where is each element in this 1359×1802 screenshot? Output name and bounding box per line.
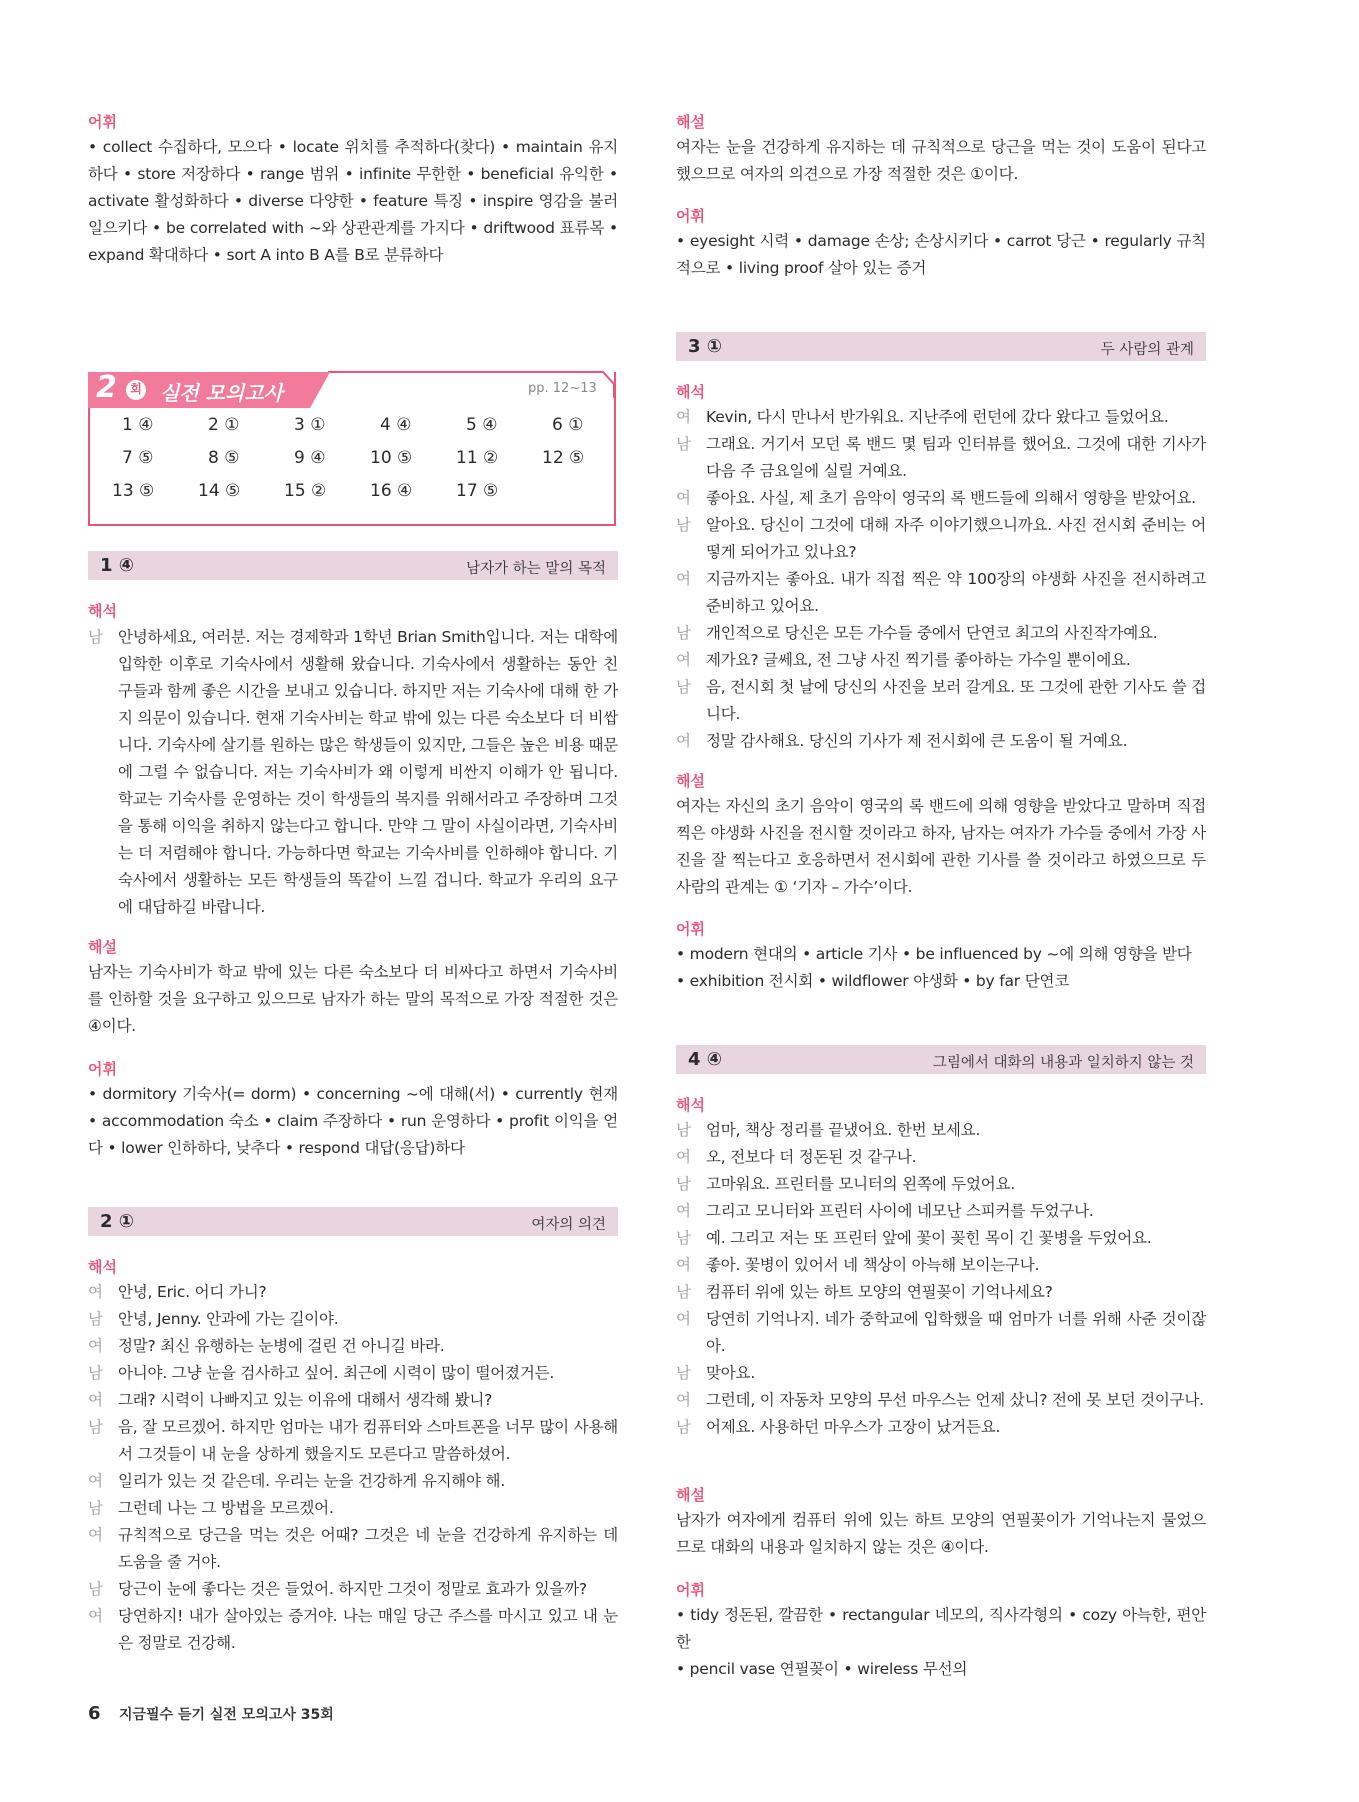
dialogue-line	[88, 1387, 618, 1414]
vocab-text: • eyesight 시력 • damage 손상; 손상시키다 • carrot 당근 • regularly 규칙적으로 • living proof 살아 있는 증거	[676, 232, 1206, 277]
answer-item: 17 ⑤	[456, 481, 499, 501]
line-text: 정말 감사해요. 당신의 기사가 제 전시회에 큰 도움이 될 거예요.	[706, 732, 1128, 750]
dialogue-line	[676, 512, 1206, 566]
dialogue-line	[676, 1279, 1206, 1306]
line-text: 음, 잘 모르겠어. 하지만 엄마는 내가 컴퓨터와 스마트폰을 너무 많이 사용해서 그것들이 내 눈을 상하게 했을지도 모른다고 말씀하셨어.	[118, 1418, 618, 1463]
dialogue-line	[88, 1333, 618, 1360]
explanation-text: 남자가 여자에게 컴퓨터 위에 있는 하트 모양의 연필꽂이가 기억나는지 물었으므로 대화의 내용과 일치하지 않는 것은 ④이다.	[676, 1511, 1207, 1556]
speaker: 남	[676, 435, 691, 453]
answer-item: 7 ⑤	[122, 448, 154, 468]
dialogue-line	[88, 1279, 618, 1306]
dialogue-line	[676, 485, 1206, 512]
answer-item: 1 ④	[122, 415, 154, 435]
dialogue	[676, 1117, 1206, 1441]
line-text: 좋아요. 사실, 제 초기 음악이 영국의 록 밴드들에 의해서 영향을 받았어요.	[706, 489, 1196, 507]
line-text: 맞아요.	[706, 1364, 756, 1382]
vocab-line: • pencil vase 연필꽂이 • wireless 무선의	[676, 1660, 968, 1678]
dialogue-line	[676, 1306, 1206, 1360]
answer-item: 4 ④	[380, 415, 412, 435]
answer-item: 12 ⑤	[542, 448, 585, 468]
question-number: 4 ④	[688, 1049, 723, 1070]
speaker: 남	[676, 1418, 691, 1436]
line-text: 컴퓨터 위에 있는 하트 모양의 연필꽂이 기억나세요?	[706, 1283, 1053, 1301]
speaker: 여	[676, 1256, 691, 1274]
page-range: pp. 12~13	[528, 381, 597, 396]
line-text: 안녕, Jenny. 안과에 가는 길이야.	[118, 1310, 339, 1328]
line-text: 고마워요. 프린터를 모니터의 왼쪽에 두었어요.	[706, 1175, 1016, 1193]
line-text: 일리가 있는 것 같은데. 우리는 눈을 건강하게 유지해야 해.	[118, 1472, 506, 1490]
translation-label: 해석	[88, 602, 117, 620]
answer-item: 10 ⑤	[370, 448, 413, 468]
dialogue-line	[88, 1468, 618, 1495]
dialogue-line	[676, 1225, 1206, 1252]
speaker: 남	[676, 678, 691, 696]
explanation-text: 여자는 눈을 건강하게 유지하는 데 규칙적으로 당근을 먹는 것이 도움이 된다고 했으므로 여자의 의견으로 가장 적절한 것은 ①이다.	[676, 138, 1206, 183]
dialogue-line	[88, 624, 618, 921]
section-header-q1	[88, 551, 618, 580]
dialogue-line	[676, 431, 1206, 485]
hoe-badge: 회	[130, 382, 142, 396]
speaker: 남	[88, 1499, 103, 1517]
vocab-line: • modern 현대의 • article 기사 • be influenced by ~에 의해 영향을 받다	[676, 945, 1192, 963]
line-text: 그런데, 이 자동차 모양의 무선 마우스는 언제 샀니? 전에 못 보던 것이구나.	[706, 1391, 1204, 1409]
vocab-text	[676, 941, 1206, 995]
dialogue-line	[88, 1522, 618, 1576]
answer-item: 13 ⑤	[112, 481, 155, 501]
answer-item: 15 ②	[284, 481, 327, 501]
line-text: 개인적으로 당신은 모든 가수들 중에서 단연코 최고의 사진작가예요.	[706, 624, 1158, 642]
answer-item: 6 ①	[552, 415, 584, 435]
question-type: 여자의 의견	[531, 1217, 606, 1233]
speaker: 남	[676, 516, 691, 534]
speaker: 남	[676, 1229, 691, 1247]
question-type: 남자가 하는 말의 목적	[466, 561, 606, 577]
line-text: 그런데 나는 그 방법을 모르겠어.	[118, 1499, 334, 1517]
dialogue	[88, 1279, 618, 1657]
dialogue-line	[676, 674, 1206, 728]
speaker: 남	[676, 1121, 691, 1139]
vocab-text: • dormitory 기숙사(= dorm) • concerning ~에 대해(서) • currently 현재 • accommodation 숙소 • claim 주장하다 • run 운영하다 • profit 이익을 얻다 • lower 인하하다, 낮추다 • respond 대답(응답)하다	[88, 1085, 618, 1157]
vocab-line: • exhibition 전시회 • wildflower 야생화 • by far 단연코	[676, 972, 1070, 990]
question-type: 두 사람의 관계	[1100, 342, 1194, 358]
line-text: 규칙적으로 당근을 먹는 것은 어때? 그것은 네 눈을 건강하게 유지하는 데 도움을 줄 거야.	[118, 1526, 618, 1571]
page-number: 6	[88, 1703, 101, 1724]
speaker: 여	[676, 570, 691, 588]
explanation-text: 남자는 기숙사비가 학교 밖에 있는 다른 숙소보다 더 비싸다고 하면서 기숙사비를 인하할 것을 요구하고 있으므로 남자가 하는 말의 목적으로 가장 적절한 것은 ④이다.	[88, 963, 618, 1035]
answer-item: 3 ①	[294, 415, 326, 435]
answer-item: 9 ④	[294, 448, 326, 468]
speaker: 여	[88, 1526, 103, 1544]
dialogue-line	[676, 1144, 1206, 1171]
line-text: 어제요. 사용하던 마우스가 고장이 났거든요.	[706, 1418, 1001, 1436]
line-text: 지금까지는 좋아요. 내가 직접 찍은 약 100장의 야생화 사진을 전시하려고 준비하고 있어요.	[706, 570, 1206, 615]
speaker: 여	[88, 1391, 103, 1409]
explanation-label: 해설	[676, 772, 705, 790]
speaker: 여	[676, 1148, 691, 1166]
explanation-text: 여자는 자신의 초기 음악이 영국의 록 밴드에 의해 영향을 받았다고 말하며 직접 찍은 야생화 사진을 전시할 것이라고 하자, 남자는 여자가 가수들 중에서 가장 사진을 잘 찍는다고 호응하면서 전시회에 관한 기사를 쓸 것이라고 하였으므로 두 사람의 관계는 ① ‘기자 – 가수’이다.	[676, 797, 1206, 896]
translation-label: 해석	[676, 1096, 705, 1114]
speaker: 여	[676, 651, 691, 669]
monologue	[88, 624, 618, 921]
translation-label: 해석	[88, 1258, 117, 1276]
dialogue-line	[88, 1495, 618, 1522]
dialogue-line	[88, 1360, 618, 1387]
explanation-label: 해설	[676, 1486, 705, 1504]
answer-item: 8 ⑤	[208, 448, 240, 468]
vocab-text	[676, 1602, 1206, 1683]
answer-item: 14 ⑤	[198, 481, 241, 501]
vocab-line: • tidy 정돈된, 깔끔한 • rectangular 네모의, 직사각형의 • cozy 아늑한, 편안한	[676, 1606, 1206, 1651]
speaker: 남	[88, 628, 103, 646]
line-text: 정말? 최신 유행하는 눈병에 걸린 건 아니길 바라.	[118, 1337, 445, 1355]
dialogue-line	[676, 1387, 1206, 1414]
line-text: 예. 그리고 저는 또 프린터 앞에 꽃이 꽂힌 목이 긴 꽃병을 두었어요.	[706, 1229, 1152, 1247]
speaker: 여	[676, 732, 691, 750]
question-type: 그림에서 대화의 내용과 일치하지 않는 것	[932, 1055, 1194, 1071]
speaker: 여	[676, 1310, 691, 1328]
vocab-label: 어휘	[88, 1060, 117, 1078]
line-text: 아니야. 그냥 눈을 검사하고 싶어. 최근에 시력이 많이 떨어졌거든.	[118, 1364, 555, 1382]
vocab-heading: 어휘	[88, 113, 117, 131]
section-header-q4	[676, 1045, 1206, 1074]
line-text: 그래? 시력이 나빠지고 있는 이유에 대해서 생각해 봤니?	[118, 1391, 493, 1409]
dialogue	[676, 404, 1206, 755]
speaker: 여	[88, 1283, 103, 1301]
speaker: 남	[676, 1175, 691, 1193]
vocab-label: 어휘	[676, 1581, 705, 1599]
vocab-label: 어휘	[676, 207, 705, 225]
explanation-label: 해설	[676, 113, 705, 131]
line-text: 안녕, Eric. 어디 가니?	[118, 1283, 267, 1301]
speaker: 여	[88, 1472, 103, 1490]
line-text: 제가요? 글쎄요, 전 그냥 사진 찍기를 좋아하는 가수일 뿐이에요.	[706, 651, 1131, 669]
line-text: 그래요. 거기서 모던 록 밴드 몇 팀과 인터뷰를 했어요. 그것에 대한 기사가 다음 주 금요일에 실릴 거예요.	[706, 435, 1206, 480]
answer-item: 16 ④	[370, 481, 413, 501]
answer-item: 5 ④	[466, 415, 498, 435]
speaker: 남	[676, 1283, 691, 1301]
line-text: 그리고 모니터와 프린터 사이에 네모난 스피커를 두었구나.	[706, 1202, 1094, 1220]
dialogue-line	[676, 404, 1206, 431]
dialogue-line	[676, 1252, 1206, 1279]
test-title: 실전 모의고사	[160, 381, 283, 405]
dialogue-line	[88, 1603, 618, 1657]
speaker: 여	[676, 1391, 691, 1409]
vocab-label	[88, 112, 618, 132]
section-header-q2	[88, 1207, 618, 1236]
answer-item: 2 ①	[208, 415, 240, 435]
dialogue-line	[676, 566, 1206, 620]
line-text: 엄마, 책상 정리를 끝냈어요. 한번 보세요.	[706, 1121, 981, 1139]
dialogue-line	[676, 1414, 1206, 1441]
dialogue-line	[88, 1576, 618, 1603]
speaker: 여	[676, 1202, 691, 1220]
question-number: 1 ④	[100, 555, 135, 576]
speaker: 남	[676, 1364, 691, 1382]
question-number: 2 ①	[100, 1211, 135, 1232]
dialogue-line	[88, 1414, 618, 1468]
speaker: 여	[676, 408, 691, 426]
line-text: 음, 전시회 첫 날에 당신의 사진을 보러 갈게요. 또 그것에 관한 기사도 쓸 겁니다.	[706, 678, 1206, 723]
dialogue-line	[676, 1171, 1206, 1198]
speaker: 남	[88, 1364, 103, 1382]
section-header-q3	[676, 332, 1206, 361]
speaker: 남	[88, 1418, 103, 1436]
line-text: 당연하지! 내가 살아있는 증거야. 나는 매일 당근 주스를 마시고 있고 내 눈은 정말로 건강해.	[118, 1607, 618, 1652]
dialogue-line	[676, 1198, 1206, 1225]
line-text: 좋아. 꽃병이 있어서 네 책상이 아늑해 보이는구나.	[706, 1256, 1040, 1274]
line-text: 당연히 기억나지. 네가 중학교에 입학했을 때 엄마가 너를 위해 사준 것이잖아.	[706, 1310, 1206, 1355]
speaker: 남	[88, 1310, 103, 1328]
speaker: 남	[88, 1580, 103, 1598]
test-number: 2	[96, 370, 117, 405]
vocab-text: • collect 수집하다, 모으다 • locate 위치를 추적하다(찾다) • maintain 유지하다 • store 저장하다 • range 범위 • infinite 무한한 • beneficial 유익한 • activate 활성화하다 • diverse 다양한 • feature 특징 • inspire 영감을 불러일으키다 • be correlated with ~와 상관관계를 가지다 • driftwood 표류목 • expand 확대하다 • sort A into B A를 B로 분류하다	[88, 138, 618, 264]
dialogue-line	[676, 728, 1206, 755]
speaker: 남	[676, 624, 691, 642]
book-title: 지금필수 듣기 실전 모의고사 35회	[118, 1707, 334, 1723]
line-text: 당근이 눈에 좋다는 것은 들었어. 하지만 그것이 정말로 효과가 있을까?	[118, 1580, 587, 1598]
dialogue-line	[676, 620, 1206, 647]
explanation-label: 해설	[88, 938, 117, 956]
speaker: 여	[676, 489, 691, 507]
line-text: 알아요. 당신이 그것에 대해 자주 이야기했으니까요. 사진 전시회 준비는 어떻게 되어가고 있나요?	[706, 516, 1206, 561]
answer-item: 11 ②	[456, 448, 499, 468]
line-text: Kevin, 다시 만나서 반가워요. 지난주에 런던에 갔다 왔다고 들었어요.	[706, 408, 1169, 426]
vocab-label: 어휘	[676, 920, 705, 938]
dialogue-line	[676, 1117, 1206, 1144]
page-footer	[88, 1703, 334, 1724]
dialogue-line	[88, 1306, 618, 1333]
dialogue-line	[676, 647, 1206, 674]
translation-label: 해석	[676, 383, 705, 401]
speaker: 여	[88, 1607, 103, 1625]
line-text: 오, 전보다 더 정돈된 것 같구나.	[706, 1148, 917, 1166]
speaker: 여	[88, 1337, 103, 1355]
line-text: 안녕하세요, 여러분. 저는 경제학과 1학년 Brian Smith입니다. 저는 대학에 입학한 이후로 기숙사에서 생활해 왔습니다. 기숙사에서 생활하는 동안 친구들과 함께 좋은 시간을 보내고 있습니다. 하지만 저는 기숙사에 대해 한 가지 의문이 있습니다. 현재 기숙사비는 학교 밖에 있는 다른 숙소보다 더 비쌉니다. 기숙사에 살기를 원하는 많은 학생들이 있지만, 그들은 높은 비용 때문에 그럴 수 없습니다. 저는 기숙사비가 왜 이렇게 비싼지 이해가 안 됩니다. 학교는 기숙사를 운영하는 것이 학생들의 복지를 위해서라고 주장하며 그것을 통해 이익을 취하지 않는다고 합니다. 만약 그 말이 사실이라면, 기숙사비는 더 저렴해야 합니다. 가능하다면 학교는 기숙사비를 인하해야 합니다. 기숙사에서 생활하는 모든 학생들의 똑같이 느낄 겁니다. 학교가 우리의 요구에 대답하길 바랍니다.	[118, 628, 618, 916]
question-number: 3 ①	[688, 336, 723, 357]
dialogue-line	[676, 1360, 1206, 1387]
